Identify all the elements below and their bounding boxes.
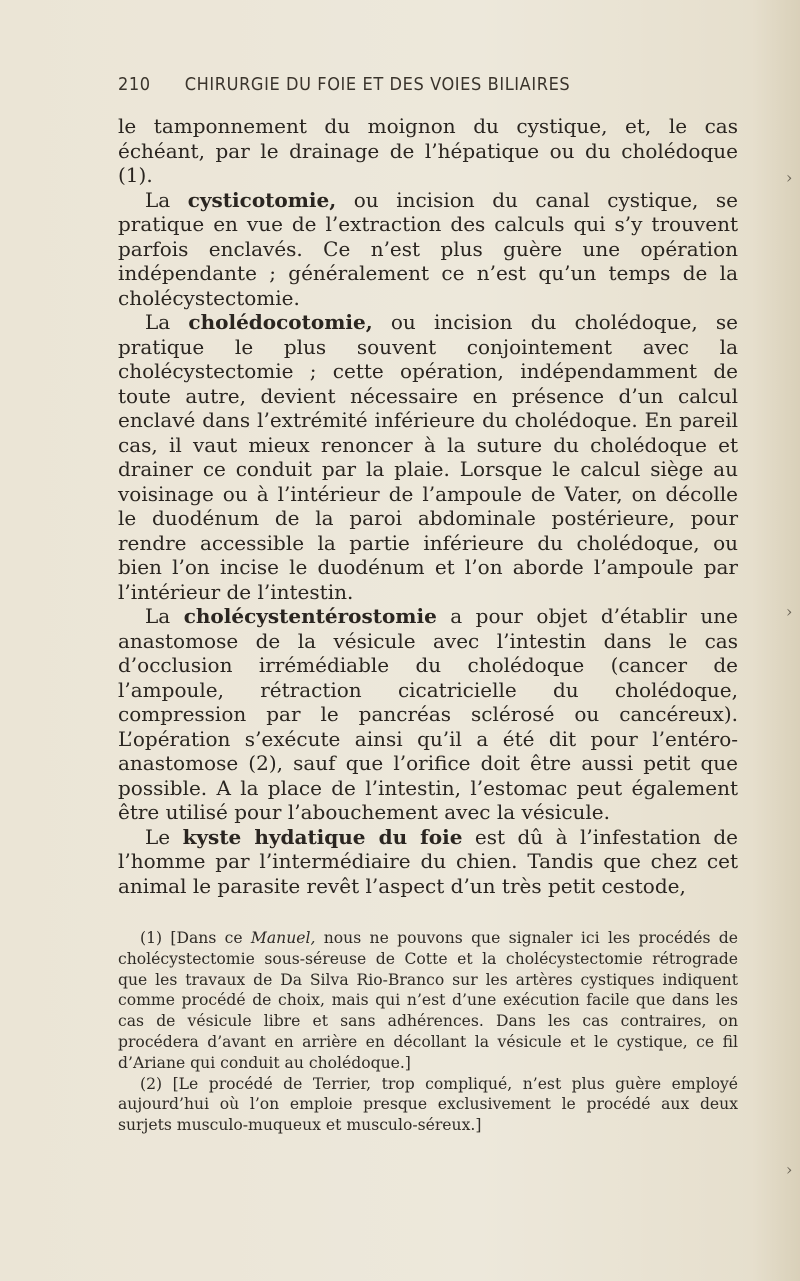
text-run: (2) [Le procédé de Terrier, trop compliqué, n’est plus guère employé aujourd’hui où l’on emploie presque exclusivement le procédé aux deux surjets musculo-muqueux et musculo-séreux.]	[118, 1074, 738, 1135]
margin-mark: ›	[786, 1160, 793, 1179]
paragraph	[118, 310, 738, 604]
bold-term: cysticotomie,	[187, 187, 337, 212]
text-run: La	[145, 604, 184, 628]
footnote	[118, 928, 738, 1074]
paragraph	[118, 825, 738, 899]
text-run: est dû à l’infestation de l’homme par l’intermédiaire du chien. Tandis que chez cet animal le parasite revêt l’aspect d’un très petit cestode,	[118, 824, 738, 898]
paragraph	[118, 604, 738, 825]
text-run: le tamponnement du moignon du cystique, et, le cas échéant, par le drainage de l’hépatique ou du cholédoque (1).	[118, 114, 738, 187]
text-run: ou incision du canal cystique, se pratique en vue de l’extraction des calculs qui s’y trouvent parfois enclavés. Ce n’est plus guère une opération indépendante ; généralement ce n’est qu’un temps de la cholécystectomie.	[118, 187, 738, 310]
text-run: Le	[145, 824, 183, 849]
text-run: La	[145, 310, 189, 334]
running-header	[118, 74, 698, 95]
bold-term: kyste hydatique du foie	[182, 824, 463, 849]
running-title: CHIRURGIE DU FOIE ET DES VOIES BILIAIRES	[184, 74, 571, 95]
paragraph	[118, 188, 738, 311]
text-run: a pour objet d’établir une anastomose de la vésicule avec l’intestin dans le cas d’occlusion irrémédiable du cholédoque (cancer de l’ampoule, rétraction cicatricielle du cholédoque, compression par le pancréas sclérosé ou cancéreux). L’opération s’exécute ainsi qu’il a été dit pour l’entéro-anastomose (2), sauf que l’orifice doit être aussi petit que possible. A la place de l’intestin, l’estomac peut également être utilisé pour l’abouchement avec la vésicule.	[118, 604, 739, 824]
page-number: 210	[118, 74, 151, 95]
text-run: nous ne pouvons que signaler ici les procédés de cholécystectomie sous-séreuse de Cotte et la cholécystectomie rétrograde que les travaux de Da Silva Rio-Branco sur les artères cystiques indiquent comme procédé de choix, mais qui n’est d’une exécution facile que dans les cas de vésicule libre et sans adhérences. Dans les cas contraires, on procédera d’avant en arrière en décollant la vésicule et le cystique, ce fil d’Ariane qui conduit au cholédoque.]	[118, 929, 738, 1072]
bold-term: cholédocotomie,	[188, 310, 373, 334]
paragraph	[118, 114, 738, 188]
footnotes	[118, 928, 738, 1136]
margin-mark: ›	[786, 168, 793, 187]
main-text	[118, 114, 738, 898]
text-run: ou incision du cholédoque, se pratique le plus souvent conjointement avec la cholécystectomie ; cette opération, indépendamment de toute autre, devient nécessaire en présence d’un calcul enclavé dans l’extrémité inférieure du cholédoque. En pareil cas, il vaut mieux renoncer à la suture du cholédoque et drainer ce conduit par la plaie. Lorsque le calcul siège au voisinage ou à l’intérieur de l’ampoule de Vater, on décolle le duodénum de la paroi abdominale postérieure, pour rendre accessible la partie inférieure du cholédoque, ou bien l’on incise le duodénum et l’on aborde l’ampoule par l’intérieur de l’intestin.	[118, 310, 738, 604]
italic-term: Manuel,	[250, 929, 316, 947]
margin-mark: ›	[786, 602, 793, 621]
footnote	[118, 1074, 738, 1136]
text-run: La	[145, 187, 188, 212]
bold-term: cholécystentérostomie	[183, 604, 437, 628]
text-run: (1) [Dans ce	[140, 929, 251, 947]
